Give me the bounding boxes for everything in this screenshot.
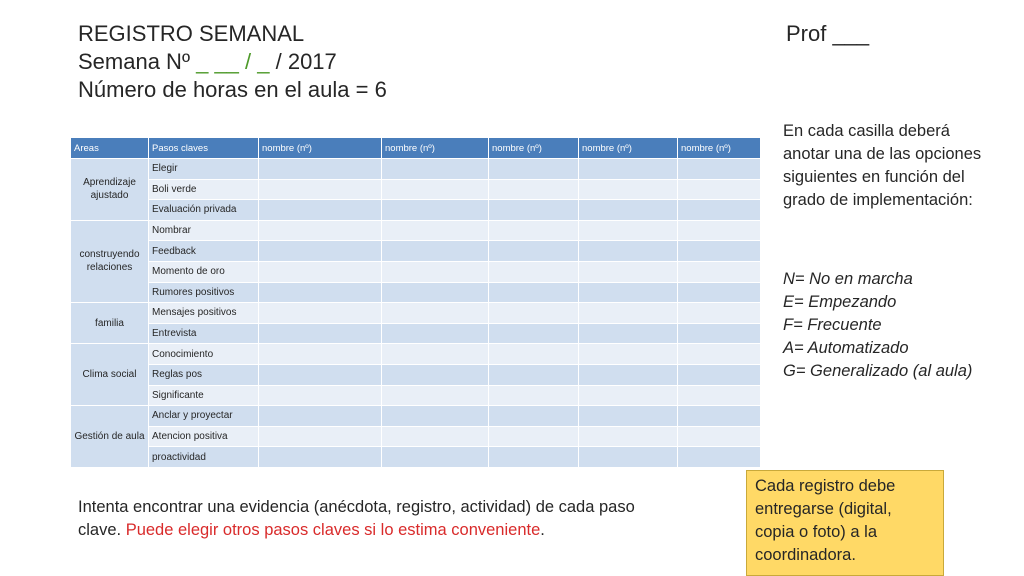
title-block	[78, 20, 898, 104]
entry-cell[interactable]	[259, 426, 382, 447]
header-nombre-4: nombre (nº)	[579, 138, 678, 159]
entry-cell[interactable]	[382, 385, 489, 406]
entry-cell[interactable]	[579, 344, 678, 365]
entry-cell[interactable]	[259, 344, 382, 365]
step-cell: Conocimiento	[149, 344, 259, 365]
entry-cell[interactable]	[382, 323, 489, 344]
step-cell: Feedback	[149, 241, 259, 262]
entry-cell[interactable]	[579, 426, 678, 447]
hours-line: Número de horas en el aula = 6	[78, 77, 387, 102]
header-areas: Areas	[71, 138, 149, 159]
entry-cell[interactable]	[382, 220, 489, 241]
table-header-row	[71, 138, 761, 159]
entry-cell[interactable]	[259, 282, 382, 303]
legend-item: E= Empezando	[783, 293, 897, 311]
entry-cell[interactable]	[382, 200, 489, 221]
table-row	[71, 179, 761, 200]
entry-cell[interactable]	[489, 323, 579, 344]
entry-cell[interactable]	[489, 220, 579, 241]
entry-cell[interactable]	[382, 179, 489, 200]
area-cell: familia	[71, 303, 149, 344]
year-label: / 2017	[275, 49, 337, 74]
entry-cell[interactable]	[579, 406, 678, 427]
entry-cell[interactable]	[579, 241, 678, 262]
entry-cell[interactable]	[259, 241, 382, 262]
entry-cell[interactable]	[678, 282, 761, 303]
entry-cell[interactable]	[579, 200, 678, 221]
entry-cell[interactable]	[678, 261, 761, 282]
step-cell: Momento de oro	[149, 261, 259, 282]
header-pasos-claves: Pasos claves	[149, 138, 259, 159]
title-line-2	[78, 48, 898, 76]
legend-item: F= Frecuente	[783, 316, 882, 334]
entry-cell[interactable]	[259, 303, 382, 324]
entry-cell[interactable]	[678, 200, 761, 221]
step-cell: Nombrar	[149, 220, 259, 241]
entry-cell[interactable]	[678, 447, 761, 468]
table-row	[71, 364, 761, 385]
table-row	[71, 447, 761, 468]
entry-cell[interactable]	[259, 200, 382, 221]
entry-cell[interactable]	[382, 364, 489, 385]
entry-cell[interactable]	[489, 282, 579, 303]
evidence-instructions	[78, 496, 678, 542]
table-row	[71, 159, 761, 180]
entry-cell[interactable]	[678, 323, 761, 344]
table-row	[71, 426, 761, 447]
evidence-end: .	[540, 521, 545, 539]
entry-cell[interactable]	[259, 447, 382, 468]
register-table	[70, 137, 761, 468]
entry-cell[interactable]	[579, 323, 678, 344]
step-cell: Atencion positiva	[149, 426, 259, 447]
entry-cell[interactable]	[259, 406, 382, 427]
entry-cell[interactable]	[489, 303, 579, 324]
area-cell: construyendo relaciones	[71, 220, 149, 302]
entry-cell[interactable]	[678, 179, 761, 200]
table-row	[71, 282, 761, 303]
entry-cell[interactable]	[579, 447, 678, 468]
step-cell: Elegir	[149, 159, 259, 180]
entry-cell[interactable]	[489, 261, 579, 282]
step-cell: Significante	[149, 385, 259, 406]
entry-cell[interactable]	[489, 200, 579, 221]
entry-cell[interactable]	[678, 303, 761, 324]
entry-cell[interactable]	[579, 159, 678, 180]
entry-cell[interactable]	[489, 385, 579, 406]
entry-cell[interactable]	[678, 426, 761, 447]
entry-cell[interactable]	[678, 220, 761, 241]
table-row	[71, 406, 761, 427]
entry-cell[interactable]	[489, 447, 579, 468]
entry-cell[interactable]	[382, 261, 489, 282]
entry-cell[interactable]	[382, 426, 489, 447]
entry-cell[interactable]	[259, 261, 382, 282]
step-cell: Anclar y proyectar	[149, 406, 259, 427]
delivery-note: Cada registro debe entregarse (digital, copia o foto) a la coordinadora.	[746, 470, 944, 576]
table-row	[71, 323, 761, 344]
entry-cell[interactable]	[489, 179, 579, 200]
entry-cell[interactable]	[579, 261, 678, 282]
entry-cell[interactable]	[489, 241, 579, 262]
entry-cell[interactable]	[489, 344, 579, 365]
entry-cell[interactable]	[382, 447, 489, 468]
entry-cell[interactable]	[579, 282, 678, 303]
week-blanks: _ __ / _	[196, 49, 276, 74]
entry-cell[interactable]	[382, 344, 489, 365]
entry-cell[interactable]	[382, 241, 489, 262]
step-cell: Mensajes positivos	[149, 303, 259, 324]
entry-cell[interactable]	[579, 385, 678, 406]
entry-cell[interactable]	[382, 303, 489, 324]
entry-cell[interactable]	[259, 179, 382, 200]
evidence-highlight: Puede elegir otros pasos claves si lo estima conveniente	[125, 521, 541, 539]
area-cell: Gestión de aula	[71, 406, 149, 468]
legend-item: A= Automatizado	[783, 339, 909, 357]
step-cell: Evaluación privada	[149, 200, 259, 221]
entry-cell[interactable]	[579, 364, 678, 385]
step-cell: Boli verde	[149, 179, 259, 200]
step-cell: Rumores positivos	[149, 282, 259, 303]
table-row	[71, 200, 761, 221]
header-nombre-2: nombre (nº)	[382, 138, 489, 159]
table-row	[71, 303, 761, 324]
area-cell: Clima social	[71, 344, 149, 406]
legend-item: G= Generalizado (al aula)	[783, 362, 973, 380]
evidence-text: Intenta encontrar una evidencia (anécdota, registro, actividad) de cada paso clave.	[78, 498, 635, 539]
entry-cell[interactable]	[579, 303, 678, 324]
entry-cell[interactable]	[489, 406, 579, 427]
entry-cell[interactable]	[382, 159, 489, 180]
table-row	[71, 261, 761, 282]
entry-cell[interactable]	[579, 179, 678, 200]
week-label: Semana Nº	[78, 49, 197, 74]
entry-cell[interactable]	[489, 159, 579, 180]
page-title: REGISTRO SEMANAL	[78, 21, 305, 46]
entry-cell[interactable]	[678, 241, 761, 262]
table-row	[71, 241, 761, 262]
entry-cell[interactable]	[678, 385, 761, 406]
table-row	[71, 220, 761, 241]
table-row	[71, 344, 761, 365]
table-row	[71, 385, 761, 406]
step-cell: proactividad	[149, 447, 259, 468]
entry-cell[interactable]	[678, 159, 761, 180]
entry-cell[interactable]	[489, 426, 579, 447]
entry-cell[interactable]	[382, 406, 489, 427]
entry-cell[interactable]	[579, 220, 678, 241]
entry-cell[interactable]	[678, 344, 761, 365]
entry-cell[interactable]	[678, 406, 761, 427]
legend-list	[783, 268, 983, 383]
entry-cell[interactable]	[489, 364, 579, 385]
entry-cell[interactable]	[259, 323, 382, 344]
title-line-1	[78, 20, 898, 48]
entry-cell[interactable]	[382, 282, 489, 303]
header-nombre-1: nombre (nº)	[259, 138, 382, 159]
area-cell: Aprendizaje ajustado	[71, 159, 149, 221]
step-cell: Entrevista	[149, 323, 259, 344]
header-nombre-5: nombre (nº)	[678, 138, 761, 159]
entry-cell[interactable]	[678, 364, 761, 385]
instructions-text: En cada casilla deberá anotar una de las opciones siguientes en función del grado de implementación:	[783, 122, 982, 209]
entry-cell[interactable]	[259, 159, 382, 180]
entry-cell[interactable]	[259, 385, 382, 406]
entry-cell[interactable]	[259, 220, 382, 241]
step-cell: Reglas pos	[149, 364, 259, 385]
legend-item: N= No en marcha	[783, 270, 913, 288]
header-nombre-3: nombre (nº)	[489, 138, 579, 159]
table-body	[71, 159, 761, 468]
prof-field: Prof ___	[786, 21, 870, 46]
entry-cell[interactable]	[259, 364, 382, 385]
